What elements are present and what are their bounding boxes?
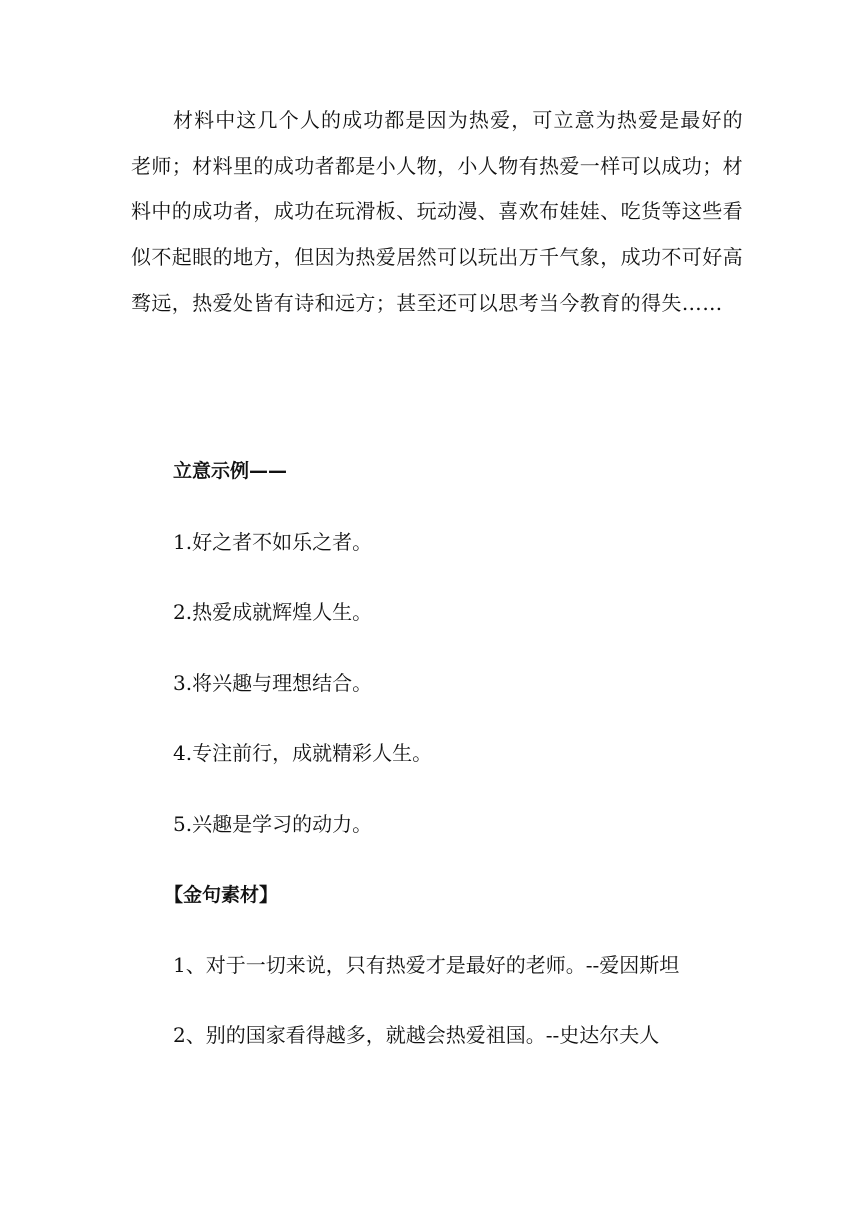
intro-paragraph: 材料中这几个人的成功都是因为热爱，可立意为热爱是最好的老师；材料里的成功者都是小人物，小人物有热爱一样可以成功；材料中的成功者，成功在玩滑板、玩动漫、喜欢布娃娃、吃货等这些看似不起眼的地方，但因为热爱居然可以玩出万千气象，成功不可好高骛远，热爱处皆有诗和远方；甚至还可以思考当今教育的得失…… — [131, 108, 743, 315]
quote-item-1: 1、对于一切来说，只有热爱才是最好的老师。--爱因斯坦 — [173, 953, 680, 977]
quotes-heading: 【金句素材】 — [164, 884, 279, 906]
idea-item-3: 3.将兴趣与理想结合。 — [173, 671, 373, 695]
idea-item-5: 5.兴趣是学习的动力。 — [173, 812, 373, 836]
idea-item-2: 2.热爱成就辉煌人生。 — [173, 600, 373, 624]
ideas-heading: 立意示例—— — [173, 460, 288, 482]
idea-item-1: 1.好之者不如乐之者。 — [173, 530, 373, 554]
idea-item-4: 4.专注前行，成就精彩人生。 — [173, 741, 433, 765]
quote-item-2: 2、别的国家看得越多，就越会热爱祖国。--史达尔夫人 — [173, 1023, 660, 1047]
